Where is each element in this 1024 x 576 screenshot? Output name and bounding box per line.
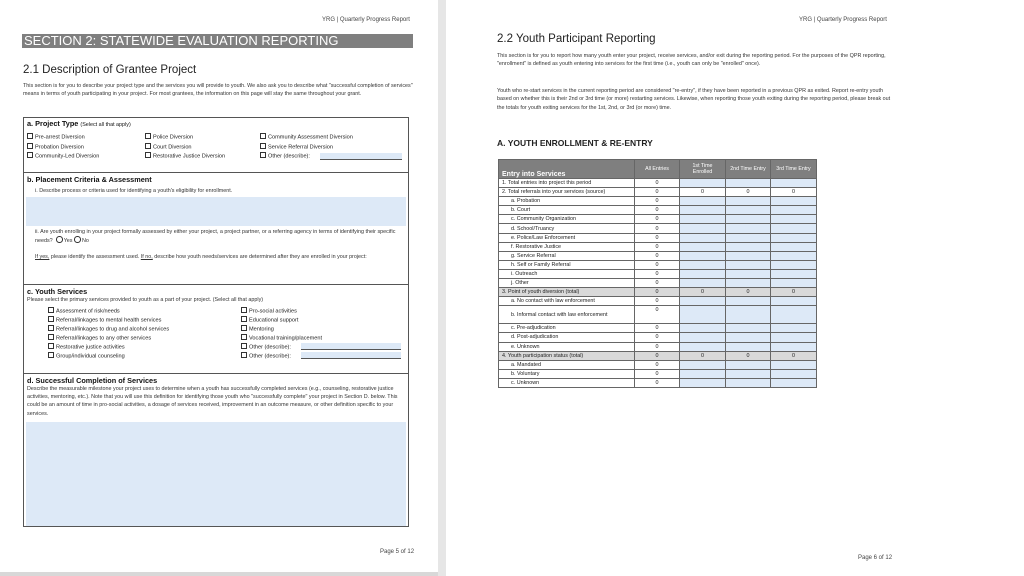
value-cell[interactable] [726,369,771,378]
value-cell[interactable] [726,333,771,342]
value-cell[interactable] [680,269,726,278]
row-label: b. Informal contact with law enforcement [499,306,635,324]
page-5 [0,0,438,576]
eligibility-answer-field[interactable] [26,197,406,226]
value-cell[interactable]: 0 [635,260,680,269]
value-cell[interactable] [726,360,771,369]
other-describe-input[interactable] [320,153,402,160]
value-cell[interactable] [771,197,817,206]
value-cell[interactable] [680,378,726,387]
page-header: YRG | Quarterly Progress Report [322,17,410,23]
value-cell[interactable]: 0 [635,233,680,242]
table-row [499,197,817,206]
checkbox-community-led[interactable]: Community-Led Diversion [27,152,99,160]
row-label: d. Post-adjudication [499,333,635,342]
checkbox-vocational[interactable]: Vocational training/placement [241,334,322,342]
table-row [499,179,817,188]
eligibility-question: i. Describe process or criteria used for identifying a youth's eligibility for enrollment. [35,188,233,194]
col-header-entry: Entry into Services [499,160,635,179]
value-cell[interactable]: 0 [726,288,771,297]
value-cell[interactable]: 0 [726,188,771,197]
value-cell[interactable] [771,369,817,378]
value-cell[interactable] [680,279,726,288]
table-row [499,333,817,342]
value-cell[interactable] [771,342,817,351]
value-cell[interactable] [680,342,726,351]
value-cell[interactable] [726,224,771,233]
value-cell[interactable]: 0 [635,351,680,360]
table-row [499,188,817,197]
value-cell[interactable] [726,269,771,278]
value-cell[interactable] [680,333,726,342]
table-row [499,360,817,369]
table-row [499,369,817,378]
value-cell[interactable] [726,260,771,269]
value-cell[interactable] [726,251,771,260]
other-service-input-1[interactable] [301,343,401,350]
value-cell[interactable] [771,242,817,251]
row-label: a. Probation [499,197,635,206]
row-label: d. School/Truancy [499,224,635,233]
table-row [499,269,817,278]
grantee-form [23,117,409,527]
value-cell[interactable]: 0 [635,224,680,233]
checkbox-pro-social[interactable]: Pro-social activities [241,307,297,315]
value-cell[interactable] [771,260,817,269]
intro-paragraph: This section is for you to describe your project type and the services you will provide to youth. We also ask you to describe what "successful completion of services" means in terms of youth participating in your project. For most grantees, the information on this page will stay the same throughout your grant. [23,83,413,98]
value-cell[interactable] [680,224,726,233]
checkbox-pre-arrest[interactable]: Pre-arrest Diversion [27,133,85,141]
row-label: a. Mandated [499,360,635,369]
page-footer: Page 6 of 12 [858,555,893,561]
checkbox-community-assessment[interactable]: Community Assessment Diversion [260,133,353,141]
value-cell[interactable] [771,360,817,369]
table-row [499,251,817,260]
row-label: h. Self or Family Referral [499,260,635,269]
value-cell[interactable] [771,224,817,233]
completion-title: d. Successful Completion of Services [27,376,158,385]
completion-section [24,373,408,528]
row-label: e. Police/Law Enforcement [499,233,635,242]
col-header-second: 2nd Time Entry [726,160,771,179]
table-row [499,279,817,288]
row-label: 1. Total entries into project this period [499,179,635,188]
checkbox-other[interactable]: Other (describe): [260,152,310,160]
value-cell[interactable]: 0 [635,369,680,378]
value-cell[interactable]: 0 [635,342,680,351]
value-cell[interactable] [726,215,771,224]
checkbox-service-referral[interactable]: Service Referral Diversion [260,143,333,151]
table-row [499,242,817,251]
value-cell[interactable]: 0 [635,333,680,342]
value-cell[interactable]: 0 [635,378,680,387]
value-cell[interactable] [726,342,771,351]
table-heading: A. YOUTH ENROLLMENT & RE-ENTRY [497,138,653,148]
table-row [499,306,817,324]
table-row [499,215,817,224]
row-label: 2. Total referrals into your services (source) [499,188,635,197]
value-cell[interactable] [680,360,726,369]
value-cell[interactable]: 0 [635,188,680,197]
value-cell[interactable] [771,279,817,288]
value-cell[interactable]: 0 [635,279,680,288]
checkbox-counseling[interactable]: Group/individual counseling [48,352,125,360]
value-cell[interactable]: 0 [635,306,680,324]
youth-services-section [24,284,408,377]
assessment-question: ii. Are youth enrolling in your project formally assessed by either your project, a project partner, or a referring agency in terms of identifying their specific needs? Yes No [35,229,396,245]
subsection-title: 2.2 Youth Participant Reporting [497,33,656,45]
value-cell[interactable]: 0 [635,206,680,215]
yes-radio[interactable] [56,236,63,243]
value-cell[interactable] [771,215,817,224]
value-cell[interactable] [726,279,771,288]
value-cell[interactable] [771,179,817,188]
row-label: b. Court [499,206,635,215]
value-cell[interactable] [726,324,771,333]
section-title: SECTION 2: STATEWIDE EVALUATION REPORTING [22,34,413,48]
placement-criteria-title: b. Placement Criteria & Assessment [27,175,152,184]
checkbox-restorative-activities[interactable]: Restorative justice activities [48,343,125,351]
other-service-input-2[interactable] [301,352,401,359]
value-cell[interactable] [680,206,726,215]
intro-paragraph: This section is for you to report how many youth enter your project, receive services, and/or exit during the reporting period. For the purposes of the QPR reporting, "enrollment" is defined as youth entering into services for the first time (i.e., youth can only be "enrolled" once). [497,53,886,68]
row-label: j. Other [499,279,635,288]
table-row [499,378,817,387]
checkbox-mentoring[interactable]: Mentoring [241,325,274,333]
table-row [499,342,817,351]
value-cell[interactable]: 0 [771,351,817,360]
subsection-title: 2.1 Description of Grantee Project [23,64,197,76]
row-label: b. Voluntary [499,369,635,378]
col-header-all: All Entries [635,160,680,179]
project-type-title: a. Project Type [27,119,79,128]
page-header: YRG | Quarterly Progress Report [799,17,887,23]
page-divider [0,572,438,576]
value-cell[interactable]: 0 [635,324,680,333]
value-cell[interactable] [771,233,817,242]
page-footer: Page 5 of 12 [380,549,415,555]
table-row [499,206,817,215]
row-label: i. Outreach [499,269,635,278]
value-cell[interactable] [726,197,771,206]
placement-criteria-section [24,172,408,285]
value-cell[interactable] [680,251,726,260]
youth-services-title: c. Youth Services [27,287,88,296]
value-cell[interactable]: 0 [635,197,680,206]
table-row [499,260,817,269]
value-cell[interactable]: 0 [635,269,680,278]
value-cell[interactable] [726,233,771,242]
value-cell[interactable] [680,197,726,206]
checkbox-probation-diversion[interactable]: Probation Diversion [27,143,84,151]
value-cell[interactable] [726,378,771,387]
value-cell[interactable] [771,206,817,215]
value-cell[interactable] [680,297,726,306]
value-cell[interactable] [771,251,817,260]
value-cell[interactable]: 0 [635,179,680,188]
completion-answer-field[interactable] [26,422,406,526]
checkbox-other-services[interactable]: Referral/linkages to any other services [48,334,151,342]
value-cell[interactable]: 0 [726,351,771,360]
checkbox-educational[interactable]: Educational support [241,316,298,324]
value-cell[interactable] [726,242,771,251]
value-cell[interactable] [771,297,817,306]
value-cell[interactable]: 0 [680,351,726,360]
value-cell[interactable]: 0 [635,360,680,369]
value-cell[interactable] [726,206,771,215]
value-cell[interactable] [771,269,817,278]
reentry-paragraph: Youth who re-start services in the current reporting period are considered "re-entry", if they have been reported in a previous QPR as exited. Report re-entry youth based on whether this is their 2nd or 3rd time (or more) restarting services. Likewise, when reporting those youth exiting during the reporting period, please break out the totals for youth exiting services for the 1st, 2nd, or 3rd (or more) time. [497,88,891,111]
row-label: 3. Point of youth diversion (total) [499,288,635,297]
table-row [499,233,817,242]
checkbox-other-describe-2[interactable]: Other (describe): [241,352,291,360]
row-label: c. Unknown [499,378,635,387]
value-cell[interactable] [680,242,726,251]
row-label: f. Restorative Justice [499,242,635,251]
value-cell[interactable] [726,306,771,324]
value-cell[interactable] [771,378,817,387]
youth-enrollment-table [498,159,817,388]
table-row [499,297,817,306]
row-label: a. No contact with law enforcement [499,297,635,306]
table-row [499,324,817,333]
no-radio[interactable] [74,236,81,243]
value-cell[interactable] [771,324,817,333]
checkbox-mental-health[interactable]: Referral/linkages to mental health services [48,316,161,324]
value-cell[interactable]: 0 [635,297,680,306]
value-cell[interactable]: 0 [635,288,680,297]
checkbox-other-describe-1[interactable]: Other (describe): [241,343,291,351]
row-label: g. Service Referral [499,251,635,260]
value-cell[interactable]: 0 [635,251,680,260]
value-cell[interactable] [680,260,726,269]
value-cell[interactable] [680,233,726,242]
value-cell[interactable] [771,306,817,324]
value-cell[interactable]: 0 [771,188,817,197]
value-cell[interactable] [680,179,726,188]
col-header-first: 1st Time Enrolled [680,160,726,179]
value-cell[interactable] [771,333,817,342]
project-type-note: (Select all that apply) [80,122,131,128]
value-cell[interactable] [680,324,726,333]
checkbox-assessment-risk[interactable]: Assessment of risk/needs [48,307,120,315]
value-cell[interactable]: 0 [635,215,680,224]
row-label: c. Community Organization [499,215,635,224]
checkbox-court-diversion[interactable]: Court Diversion [145,143,192,151]
checkbox-restorative-justice[interactable]: Restorative Justice Diversion [145,152,225,160]
value-cell[interactable]: 0 [680,288,726,297]
youth-services-intro: Please select the primary services provided to youth as a part of your project. (Select all that apply) [27,297,264,303]
value-cell[interactable] [726,297,771,306]
value-cell[interactable] [680,306,726,324]
value-cell[interactable]: 0 [771,288,817,297]
checkbox-drug-alcohol[interactable]: Referral/linkages to drug and alcohol services [48,325,169,333]
assessment-followup: If yes, please identify the assessment used. If no, describe how youth needs/services are determined after they are enrolled in your project: [35,254,367,260]
row-label: e. Unknown [499,342,635,351]
project-type-section [24,118,408,171]
completion-description: Describe the measurable milestone your project uses to determine when a youth has successfully completed services (e.g., counseling, restorative justice activities, mentoring, etc.). Note that you will use this definition for identifying those youth who "successfully complete" your project in Section D. below. This could be an amount of time in pro-social activities, a dosage of services received, improvement in an outcome measure, or other definition specific to your services. [27,386,398,417]
table-row [499,224,817,233]
value-cell[interactable] [680,369,726,378]
table-row [499,351,817,360]
value-cell[interactable] [680,215,726,224]
table-row [499,288,817,297]
value-cell[interactable] [726,179,771,188]
col-header-third: 3rd Time Entry [771,160,817,179]
page-6 [446,0,1024,576]
value-cell[interactable]: 0 [635,242,680,251]
row-label: 4. Youth participation status (total) [499,351,635,360]
row-label: c. Pre-adjudication [499,324,635,333]
checkbox-police-diversion[interactable]: Police Diversion [145,133,193,141]
value-cell[interactable]: 0 [680,188,726,197]
